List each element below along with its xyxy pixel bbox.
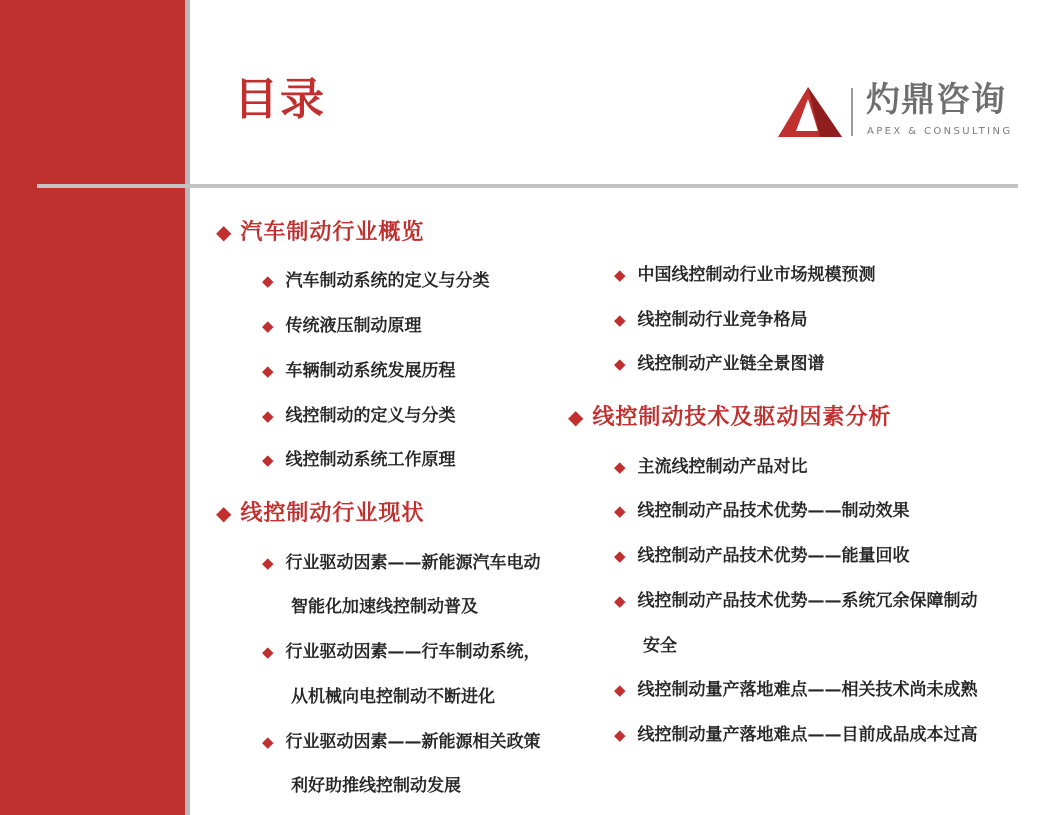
diamond-bullet-icon: ◆ (614, 355, 626, 373)
toc-section-1[interactable] (216, 222, 424, 244)
logo-name-en: APEX & CONSULTING (867, 126, 1013, 137)
toc-item[interactable] (262, 363, 456, 380)
left-red-sidebar (0, 0, 185, 815)
toc-item-label: 线控制动行业竞争格局 (637, 310, 808, 330)
diamond-bullet-icon: ◆ (614, 311, 626, 329)
diamond-bullet-icon: ◆ (262, 554, 274, 572)
toc-item-label: 传统液压制动原理 (285, 316, 422, 336)
toc-item[interactable] (614, 459, 808, 476)
logo-name-cn: 灼鼎咨询 (866, 80, 1006, 120)
diamond-bullet-icon: ◆ (262, 272, 274, 290)
toc-item[interactable] (262, 644, 541, 661)
toc-item[interactable] (614, 267, 876, 284)
diamond-bullet-icon: ◆ (262, 407, 274, 425)
toc-section-title: 线控制动行业现状 (240, 501, 425, 526)
toc-item-label: 线控制动量产落地难点——相关技术尚未成熟 (637, 680, 978, 700)
diamond-bullet-icon: ◆ (568, 405, 585, 429)
toc-item-label: 线控制动系统工作原理 (285, 450, 456, 470)
toc-item[interactable] (614, 593, 978, 610)
toc-item[interactable] (614, 503, 910, 520)
toc-item[interactable] (262, 318, 422, 335)
triangle-logo-icon (778, 85, 842, 139)
toc-item-continuation[interactable]: 安全 (643, 636, 677, 656)
toc-item-label: 车辆制动系统发展历程 (285, 361, 456, 381)
toc-item[interactable] (614, 727, 978, 744)
toc-item-label: 线控制动量产落地难点——目前成品成本过高 (637, 725, 978, 745)
toc-section-3[interactable] (568, 407, 891, 429)
toc-item-label: 汽车制动系统的定义与分类 (285, 271, 490, 291)
toc-item-continuation[interactable]: 利好助推线控制动发展 (291, 776, 461, 796)
diamond-bullet-icon: ◆ (216, 501, 233, 525)
toc-section-title: 线控制动技术及驱动因素分析 (592, 405, 892, 430)
diamond-bullet-icon: ◆ (614, 681, 626, 699)
toc-item[interactable] (614, 682, 978, 699)
toc-item-label: 行业驱动因素——新能源汽车电动 (285, 553, 541, 573)
diamond-bullet-icon: ◆ (262, 451, 274, 469)
diamond-bullet-icon: ◆ (614, 458, 626, 476)
diamond-bullet-icon: ◆ (614, 502, 626, 520)
diamond-bullet-icon: ◆ (614, 592, 626, 610)
toc-section-title: 汽车制动行业概览 (240, 220, 425, 245)
diamond-bullet-icon: ◆ (262, 362, 274, 380)
diamond-bullet-icon: ◆ (614, 266, 626, 284)
toc-item-label: 中国线控制动行业市场规模预测 (637, 265, 876, 285)
header-divider (37, 184, 1018, 188)
toc-item[interactable] (614, 548, 910, 565)
diamond-bullet-icon: ◆ (614, 547, 626, 565)
toc-item-label: 行业驱动因素——行车制动系统， (285, 642, 541, 662)
toc-item-label: 线控制动产品技术优势——能量回收 (637, 546, 910, 566)
toc-item[interactable] (262, 734, 541, 751)
diamond-bullet-icon: ◆ (216, 220, 233, 244)
toc-item-continuation[interactable]: 从机械向电控制动不断进化 (291, 687, 495, 707)
toc-item-continuation[interactable]: 智能化加速线控制动普及 (291, 597, 478, 617)
left-gray-stripe (185, 0, 190, 815)
toc-item-label: 主流线控制动产品对比 (637, 457, 808, 477)
toc-item-label: 线控制动产品技术优势——系统冗余保障制动 (637, 591, 978, 611)
diamond-bullet-icon: ◆ (262, 643, 274, 661)
toc-section-2[interactable] (216, 503, 424, 525)
toc-item[interactable] (262, 273, 490, 290)
page-title: 目录 (234, 74, 326, 125)
toc-item-label: 线控制动的定义与分类 (285, 406, 456, 426)
toc-item[interactable] (262, 452, 456, 469)
toc-item[interactable] (614, 356, 825, 373)
logo-divider (851, 88, 853, 136)
toc-item[interactable] (614, 312, 808, 329)
diamond-bullet-icon: ◆ (262, 733, 274, 751)
toc-item-label: 线控制动产品技术优势——制动效果 (637, 501, 910, 521)
toc-item[interactable] (262, 555, 541, 572)
diamond-bullet-icon: ◆ (262, 317, 274, 335)
toc-item-label: 线控制动产业链全景图谱 (637, 354, 825, 374)
diamond-bullet-icon: ◆ (614, 726, 626, 744)
toc-item[interactable] (262, 408, 456, 425)
toc-item-label: 行业驱动因素——新能源相关政策 (285, 732, 541, 752)
